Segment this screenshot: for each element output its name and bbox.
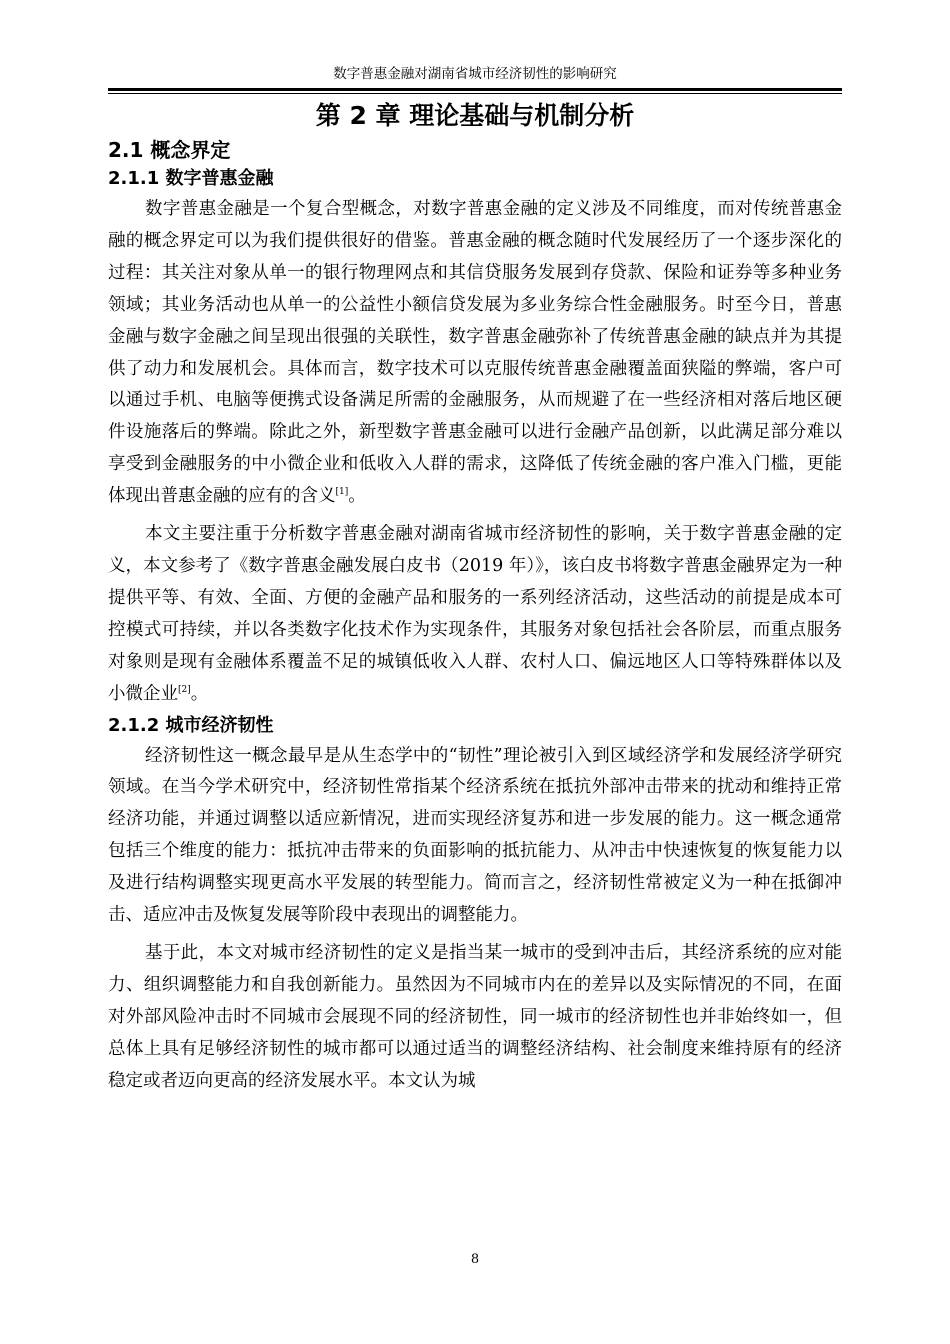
citation-1: [1]	[335, 487, 349, 498]
page-body	[108, 136, 842, 1097]
header-rule	[108, 88, 842, 91]
running-header: 数字普惠金融对湖南省城市经济韧性的影响研究	[333, 66, 617, 82]
paragraph-text: 本文主要注重于分析数字普惠金融对湖南省城市经济韧性的影响，关于数字普惠金融的定义，本文参考了《数字普惠金融发展白皮书（2019 年）》，该白皮书将数字普惠金融界定为一种提供平等、有效、全面、方便的金融产品和服务的一系列经济活动，这些活动的前提是成本可控模式可持续，并以各类数字化技术作为实现条件，其服务对象包括社会各阶层，而重点服务对象则是现有金融体系覆盖不足的城镇低收入人群、农村人口、偏远地区人口等特殊群体以及小微企业	[108, 524, 842, 704]
paragraph-end: 。	[348, 486, 366, 507]
subsection-heading-2-1-1: 2.1.1 数字普惠金融	[108, 168, 274, 189]
citation-2: [2]	[178, 684, 191, 695]
subsection-heading-2-1-2: 2.1.2 城市经济韧性	[108, 714, 274, 736]
paragraph-economic-resilience-concept	[108, 741, 842, 932]
chapter-title: 第 2 章 理论基础与机制分析	[315, 101, 635, 130]
paragraph-text: 经济韧性这一概念最早是从生态学中的“韧性”理论被引入到区域经济学和发展经济学研究领域。在当今学术研究中，经济韧性常指某个经济系统在抵抗外部冲击带来的扰动和维持正常经济功能，并通过调整以适应新情况，进而实现经济复苏和进一步发展的能力。这一概念通常包括三个维度的能力：抵抗冲击带来的负面影响的抵抗能力、从冲击中快速恢复的恢复能力以及进行结构调整实现更高水平发展的转型能力。简而言之，经济韧性常被定义为一种在抵御冲击、适应冲击及恢复发展等阶段中表现出的调整能力。	[108, 745, 842, 926]
paragraph-digital-finance-definition	[108, 194, 842, 513]
paragraph-text: 基于此，本文对城市经济韧性的定义是指当某一城市的受到冲击后，其经济系统的应对能力、组织调整能力和自我创新能力。虽然因为不同城市内在的差异以及实际情况的不同，在面对外部风险冲击时不同城市会展现不同的经济韧性，同一城市的经济韧性也并非始终如一，但总体上具有足够经济韧性的城市都可以通过适当的调整经济结构、社会制度来维持原有的经济稳定或者迈向更高的经济发展水平。本文认为城	[108, 942, 842, 1091]
paragraph-text: 数字普惠金融是一个复合型概念，对数字普惠金融的定义涉及不同维度，而对传统普惠金融的概念界定可以为我们提供很好的借鉴。普惠金融的概念随时代发展经历了一个逐步深化的过程：其关注对象从单一的银行物理网点和其信贷服务发展到存贷款、保险和证券等多种业务领域；其业务活动也从单一的公益性小额信贷发展为多业务综合性金融服务。时至今日，普惠金融与数字金融之间呈现出很强的关联性，数字普惠金融弥补了传统普惠金融的缺点并为其提供了动力和发展机会。具体而言，数字技术可以克服传统普惠金融覆盖面狭隘的弊端，客户可以通过手机、电脑等便携式设备满足所需的金融服务，从而规避了在一些经济相对落后地区硬件设施落后的弊端。除此之外，新型数字普惠金融可以进行金融产品创新，以此满足部分难以享受到金融服务的中小微企业和低收入人群的需求，这降低了传统金融的客户准入门槛，更能体现出普惠金融的应有的含义	[108, 199, 842, 507]
paragraph-digital-finance-scope	[108, 519, 842, 710]
paragraph-urban-resilience-definition	[108, 938, 842, 1098]
section-heading-2-1: 2.1 概念界定	[108, 138, 231, 162]
page-number: 8	[470, 1252, 480, 1267]
paragraph-end: 。	[190, 683, 209, 704]
header-rule-thin	[108, 93, 842, 94]
